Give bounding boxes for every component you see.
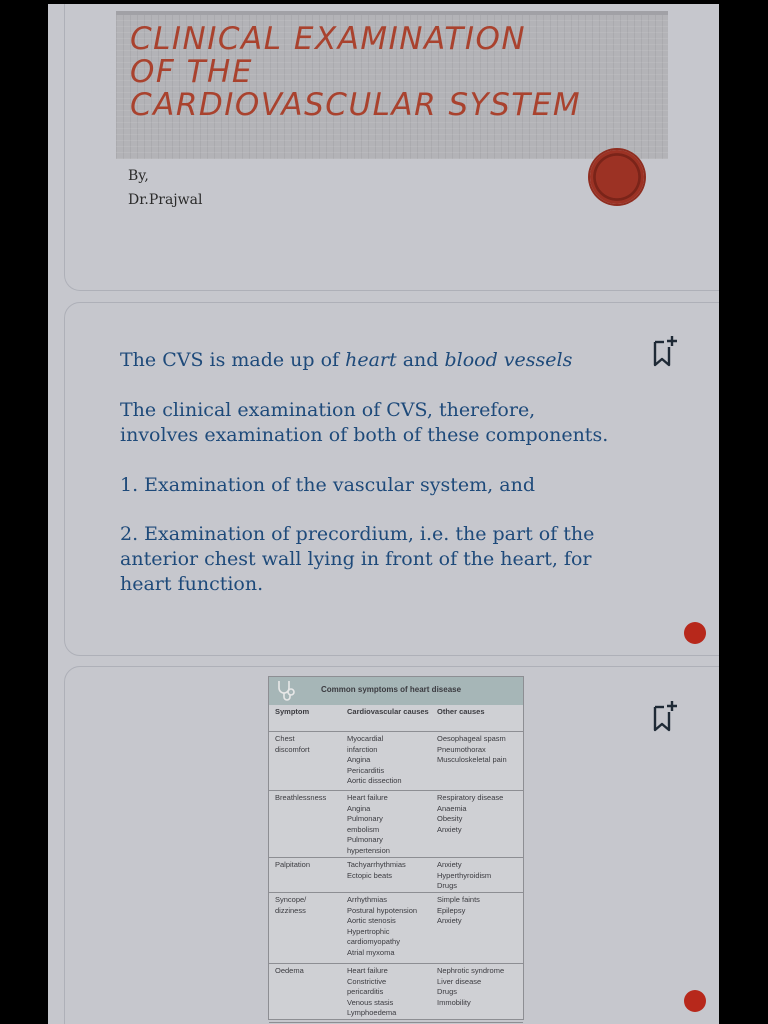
symptoms-table [268,676,524,1020]
cell-line: Liver disease [437,976,482,986]
cell-line: Heart failure [347,966,388,975]
cell-line: Lymphoedema [347,1008,397,1017]
table-row [269,964,523,1023]
slide-feed[interactable] [48,4,719,1024]
cell-line: Myocardial [347,734,384,743]
cvs-paragraph-2 [120,398,608,448]
cell-line: hypertension [347,845,390,855]
cell-line: Breathlessness [275,793,327,802]
slide-title [130,23,581,122]
cell-line: pericarditis [347,987,384,996]
author-name: Dr.Prajwal [128,192,203,208]
cell-line: Oedema [275,966,304,975]
title-line-1: CLINICAL EXAMINATION [130,21,527,57]
cvs-item-1: 1. Examination of the vascular system, and [120,474,535,496]
cvs-item-2 [120,522,594,597]
red-dot-icon[interactable] [684,990,706,1012]
cell-line: Angina [347,803,371,813]
byline [128,164,202,212]
cell-line: Drugs [437,987,458,996]
item2-line3: heart function. [120,573,264,595]
other-cause-cell [431,791,523,857]
cell-line: cardiomyopathy [347,937,400,946]
other-cause-cell [431,893,523,963]
cell-line: Aortic stenosis [347,916,396,925]
cell-line: Arrhythmias [347,895,388,904]
cell-line: Ectopic beats [347,870,393,880]
table-row [269,791,523,858]
para2-line1: The clinical examination of CVS, therefore, [120,399,536,421]
cell-line: Palpitation [275,860,311,869]
red-dot-icon[interactable] [684,622,706,644]
intro-heart: heart [345,349,397,371]
cardio-cause-cell [341,858,431,892]
cardio-cause-cell [341,732,431,790]
table-column-headers [269,705,523,732]
cell-line: Venous stasis [347,997,394,1007]
cell-line: Aortic dissection [347,776,402,785]
table-row [269,858,523,893]
cell-line: Tachyarrhythmias [347,860,406,869]
other-cause-cell [431,858,523,892]
cell-line: Drugs [437,881,458,890]
item2-line2: anterior chest wall lying in front of the heart, for [120,548,592,570]
cell-line: Chest [275,734,295,743]
cardio-cause-cell [341,791,431,857]
by-label: By, [128,168,149,184]
symptom-cell [269,893,341,963]
cell-line: Hypertrophic [347,926,390,936]
cell-line: Anxiety [437,916,462,925]
title-banner [116,11,668,159]
cell-line: embolism [347,824,380,834]
intro-mid: and [396,349,445,371]
cell-line: Pneumothorax [437,744,486,754]
cell-line: Epilepsy [437,905,466,915]
cell-line: Syncope/ [275,895,307,904]
cell-line: Heart failure [347,793,388,802]
cell-line: Pulmonary [347,835,383,844]
other-cause-cell [431,732,523,790]
table-header [269,677,523,705]
col-symptom: Symptom [275,707,310,716]
title-line-3: CARDIOVASCULAR SYSTEM [130,87,582,123]
col-other: Other causes [437,707,485,716]
table-row [269,893,523,964]
cell-line: Nephrotic syndrome [437,966,505,975]
cell-line: infarction [347,744,378,754]
other-cause-cell [431,964,523,1022]
cell-line: Atrial myxoma [347,947,395,957]
item2-line1: 2. Examination of precordium, i.e. the part of the [120,523,595,545]
symptom-cell [269,732,341,790]
symptom-cell [269,791,341,857]
symptom-cell [269,858,341,892]
cell-line: Constrictive [347,976,387,986]
cell-line: Anxiety [437,824,462,834]
decorative-red-circle [590,150,644,204]
para2-line2: involves examination of both of these components. [120,424,609,446]
symptom-cell [269,964,341,1022]
cell-line: Immobility [437,997,471,1007]
cardio-cause-cell [341,964,431,1022]
bookmark-add-icon[interactable] [652,334,678,368]
cell-line: Anxiety [437,860,462,869]
cell-line: Pulmonary [347,814,383,823]
table-body [269,732,523,1023]
cell-line: Respiratory disease [437,793,504,802]
table-title: Common symptoms of heart disease [321,685,462,694]
cell-line: Oesophageal spasm [437,734,506,743]
bookmark-add-icon[interactable] [652,699,678,733]
cell-line: Simple faints [437,895,480,904]
cell-line: Anaemia [437,803,467,813]
intro-pre: The CVS is made up of [120,349,346,371]
cell-line: Pericarditis [347,765,385,775]
cell-line: Obesity [437,814,463,823]
cell-line: dizziness [275,905,306,915]
title-banner-strip [116,11,668,15]
cell-line: Postural hypotension [347,905,418,915]
title-line-2: OF THE [130,54,253,90]
cvs-intro-line [120,348,572,373]
stethoscope-icon [275,679,297,703]
cardio-cause-cell [341,893,431,963]
table-row [269,732,523,791]
intro-vessels: blood vessels [444,349,573,371]
cell-line: Musculoskeletal pain [437,755,507,764]
cell-line: Hyperthyroidism [437,870,492,880]
cell-line: discomfort [275,744,310,754]
cell-line: Angina [347,755,371,764]
col-cardio: Cardiovascular causes [347,707,429,716]
